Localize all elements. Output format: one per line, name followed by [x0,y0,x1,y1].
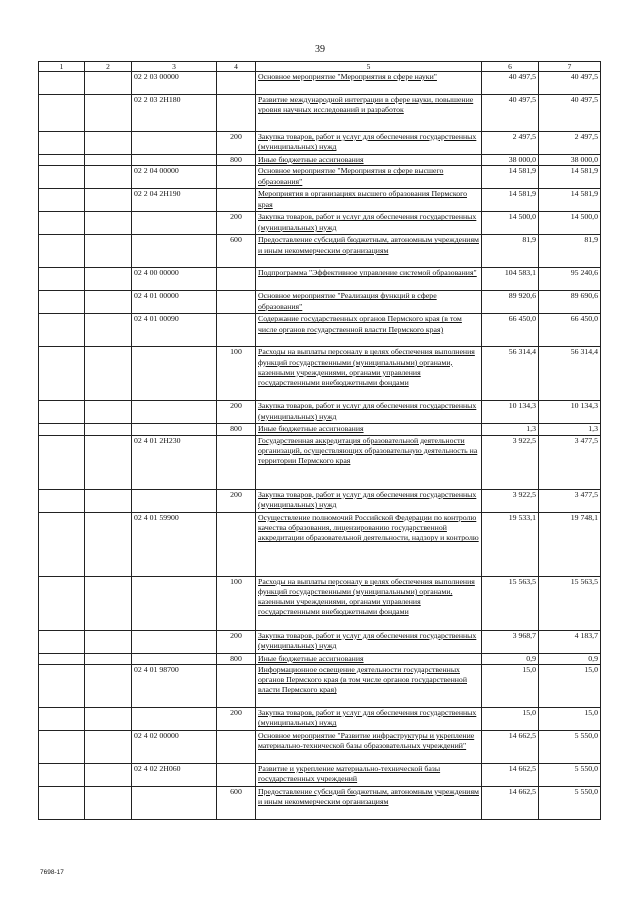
description-cell: Развитие международной интеграции в сфере науки, повышение уровня научных исследований и разработок [256,95,482,132]
table-row [39,291,601,314]
col2-cell [85,291,132,314]
col2-cell [85,576,132,630]
description-cell: Иные бюджетные ассигнования [256,155,482,166]
budget-code-cell [132,235,217,268]
amount-col6-cell: 0,9 [482,653,539,664]
table-row [39,424,601,435]
col2-cell [85,347,132,401]
budget-code-cell: 02 4 01 2Н230 [132,435,217,489]
amount-col6-cell: 14 662,5 [482,730,539,763]
description-cell: Информационное освещение деятельности государственных органов Пермского края (в том числе органов государственной власти Пермского края) [256,664,482,707]
col1-cell [39,235,85,268]
table-row [39,132,601,155]
amount-col7-cell: 95 240,6 [539,268,601,291]
table-row [39,512,601,576]
table-row [39,347,601,401]
expense-type-cell [217,72,256,95]
amount-col6-cell: 66 450,0 [482,314,539,347]
budget-code-cell [132,401,217,424]
table-row [39,401,601,424]
col1-cell [39,730,85,763]
table-row [39,189,601,212]
expense-type-cell [217,166,256,189]
col1-cell [39,424,85,435]
table-body [39,72,601,820]
budget-code-cell: 02 2 04 2Н190 [132,189,217,212]
table-row [39,763,601,786]
col2-cell [85,212,132,235]
col1-cell [39,314,85,347]
table-row [39,576,601,630]
budget-code-cell: 02 4 01 59900 [132,512,217,576]
col1-cell [39,95,85,132]
description-cell: Закупка товаров, работ и услуг для обеспечения государственных (муниципальных) нужд [256,132,482,155]
table-row [39,235,601,268]
amount-col6-cell: 89 920,6 [482,291,539,314]
col1-cell [39,664,85,707]
amount-col6-cell: 15,0 [482,707,539,730]
col2-cell [85,166,132,189]
amount-col7-cell: 66 450,0 [539,314,601,347]
table-row [39,155,601,166]
column-header: 4 [217,62,256,72]
amount-col7-cell: 5 550,0 [539,763,601,786]
expense-type-cell: 600 [217,786,256,819]
document-code: 7698-17 [40,869,64,876]
amount-col7-cell: 40 497,5 [539,72,601,95]
description-cell: Иные бюджетные ассигнования [256,653,482,664]
amount-col7-cell: 14 500,0 [539,212,601,235]
expense-type-cell: 200 [217,707,256,730]
budget-code-cell: 02 4 01 98700 [132,664,217,707]
col2-cell [85,268,132,291]
amount-col7-cell: 5 550,0 [539,786,601,819]
col2-cell [85,630,132,653]
column-header: 7 [539,62,601,72]
col2-cell [85,664,132,707]
col2-cell [85,189,132,212]
description-cell: Предоставление субсидий бюджетным, автономным учреждениям и иным некоммерческим организациям [256,786,482,819]
description-cell: Расходы на выплаты персоналу в целях обеспечения выполнения функций государственными (муниципальными) органами, казенными учреждениями, органами управления государственными внебюджетными фондами [256,347,482,401]
col1-cell [39,630,85,653]
amount-col6-cell: 3 968,7 [482,630,539,653]
expense-type-cell: 800 [217,653,256,664]
amount-col7-cell: 3 477,5 [539,489,601,512]
col1-cell [39,401,85,424]
amount-col6-cell: 14 581,9 [482,189,539,212]
column-header: 2 [85,62,132,72]
col2-cell [85,786,132,819]
amount-col6-cell: 14 662,5 [482,786,539,819]
col2-cell [85,95,132,132]
amount-col6-cell: 104 583,1 [482,268,539,291]
amount-col6-cell: 14 581,9 [482,166,539,189]
col1-cell [39,132,85,155]
budget-code-cell: 02 4 02 00000 [132,730,217,763]
expense-type-cell: 600 [217,235,256,268]
col2-cell [85,235,132,268]
amount-col6-cell: 10 134,3 [482,401,539,424]
amount-col7-cell: 5 550,0 [539,730,601,763]
col2-cell [85,424,132,435]
description-cell: Основное мероприятие "Развитие инфраструктуры и укрепление материально-технической базы образовательных учреждений" [256,730,482,763]
amount-col7-cell: 1,3 [539,424,601,435]
budget-code-cell [132,132,217,155]
amount-col6-cell: 81,9 [482,235,539,268]
table-row [39,630,601,653]
budget-code-cell: 02 4 01 00000 [132,291,217,314]
description-cell: Основное мероприятие "Мероприятия в сфере науки" [256,72,482,95]
expense-type-cell [217,435,256,489]
table-row [39,730,601,763]
col1-cell [39,347,85,401]
description-cell: Основное мероприятие "Мероприятия в сфере высшего образования" [256,166,482,189]
amount-col7-cell: 40 497,5 [539,95,601,132]
col2-cell [85,763,132,786]
table-row [39,664,601,707]
amount-col7-cell: 0,9 [539,653,601,664]
amount-col7-cell: 19 748,1 [539,512,601,576]
expense-type-cell: 200 [217,630,256,653]
amount-col6-cell: 40 497,5 [482,95,539,132]
amount-col6-cell: 56 314,4 [482,347,539,401]
table-row [39,95,601,132]
budget-code-cell: 02 4 01 00090 [132,314,217,347]
description-cell: Подпрограмма "Эффективное управление системой образования" [256,268,482,291]
amount-col6-cell: 40 497,5 [482,72,539,95]
col2-cell [85,435,132,489]
table-row [39,435,601,489]
expense-type-cell [217,730,256,763]
page-number: 39 [315,44,325,55]
description-cell: Основное мероприятие "Реализация функций в сфере образования" [256,291,482,314]
description-cell: Государственная аккредитация образовательной деятельности организаций, осуществляющих образовательную деятельность на территории Пермского края [256,435,482,489]
col1-cell [39,763,85,786]
expense-type-cell [217,512,256,576]
col1-cell [39,576,85,630]
expense-type-cell [217,95,256,132]
column-header: 6 [482,62,539,72]
description-cell: Закупка товаров, работ и услуг для обеспечения государственных (муниципальных) нужд [256,707,482,730]
column-header: 3 [132,62,217,72]
col2-cell [85,489,132,512]
amount-col7-cell: 56 314,4 [539,347,601,401]
budget-code-cell [132,786,217,819]
col1-cell [39,155,85,166]
description-cell: Закупка товаров, работ и услуг для обеспечения государственных (муниципальных) нужд [256,489,482,512]
table-row [39,653,601,664]
amount-col7-cell: 14 581,9 [539,166,601,189]
budget-code-cell [132,576,217,630]
description-cell: Закупка товаров, работ и услуг для обеспечения государственных (муниципальных) нужд [256,212,482,235]
col1-cell [39,72,85,95]
expense-type-cell [217,763,256,786]
amount-col7-cell: 2 497,5 [539,132,601,155]
col1-cell [39,707,85,730]
table-header-row [39,62,601,72]
budget-code-cell: 02 2 03 00000 [132,72,217,95]
description-cell: Развитие и укрепление материально-технической базы государственных учреждений [256,763,482,786]
expense-type-cell: 800 [217,155,256,166]
table-row [39,314,601,347]
budget-code-cell: 02 4 02 2Н060 [132,763,217,786]
expense-type-cell: 200 [217,132,256,155]
col2-cell [85,314,132,347]
table-row [39,166,601,189]
col1-cell [39,435,85,489]
budget-code-cell: 02 2 03 2Н180 [132,95,217,132]
col1-cell [39,268,85,291]
table-row [39,212,601,235]
amount-col7-cell: 81,9 [539,235,601,268]
col2-cell [85,512,132,576]
column-header: 1 [39,62,85,72]
budget-code-cell: 02 2 04 00000 [132,166,217,189]
budget-code-cell [132,630,217,653]
expense-type-cell: 200 [217,489,256,512]
table-row [39,489,601,512]
description-cell: Расходы на выплаты персоналу в целях обеспечения выполнения функций государственными (муниципальными) органами, казенными учреждениями, органами управления государственными внебюджетными фондами [256,576,482,630]
column-header: 5 [256,62,482,72]
description-cell: Закупка товаров, работ и услуг для обеспечения государственных (муниципальных) нужд [256,401,482,424]
amount-col7-cell: 15,0 [539,664,601,707]
amount-col6-cell: 15,0 [482,664,539,707]
table-row [39,72,601,95]
col1-cell [39,189,85,212]
expense-type-cell: 200 [217,401,256,424]
budget-code-cell [132,653,217,664]
col1-cell [39,291,85,314]
col2-cell [85,401,132,424]
amount-col6-cell: 19 533,1 [482,512,539,576]
col1-cell [39,512,85,576]
col2-cell [85,653,132,664]
budget-table [38,61,601,820]
col2-cell [85,730,132,763]
description-cell: Предоставление субсидий бюджетным, автономным учреждениям и иным некоммерческим организациям [256,235,482,268]
col1-cell [39,786,85,819]
amount-col7-cell: 3 477,5 [539,435,601,489]
table-row [39,707,601,730]
expense-type-cell [217,314,256,347]
col2-cell [85,155,132,166]
description-cell: Осуществление полномочий Российской Федерации по контролю качества образования, лицензированию государственной аккредитации образовательной деятельности, надзору и контролю [256,512,482,576]
col2-cell [85,707,132,730]
expense-type-cell: 100 [217,347,256,401]
expense-type-cell [217,189,256,212]
amount-col7-cell: 10 134,3 [539,401,601,424]
col1-cell [39,653,85,664]
budget-code-cell [132,489,217,512]
amount-col6-cell: 14 500,0 [482,212,539,235]
expense-type-cell: 800 [217,424,256,435]
description-cell: Содержание государственных органов Пермского края (в том числе органов государственной власти Пермского края) [256,314,482,347]
budget-code-cell: 02 4 00 00000 [132,268,217,291]
description-cell: Закупка товаров, работ и услуг для обеспечения государственных (муниципальных) нужд [256,630,482,653]
expense-type-cell [217,291,256,314]
amount-col6-cell: 3 922,5 [482,489,539,512]
amount-col6-cell: 15 563,5 [482,576,539,630]
amount-col6-cell: 1,3 [482,424,539,435]
description-cell: Иные бюджетные ассигнования [256,424,482,435]
amount-col6-cell: 14 662,5 [482,763,539,786]
col2-cell [85,72,132,95]
amount-col7-cell: 89 690,6 [539,291,601,314]
amount-col7-cell: 15 563,5 [539,576,601,630]
expense-type-cell [217,664,256,707]
col1-cell [39,212,85,235]
col1-cell [39,166,85,189]
budget-code-cell [132,212,217,235]
amount-col7-cell: 4 183,7 [539,630,601,653]
expense-type-cell: 200 [217,212,256,235]
col2-cell [85,132,132,155]
table-row [39,268,601,291]
amount-col6-cell: 38 000,0 [482,155,539,166]
table-row [39,786,601,819]
amount-col7-cell: 14 581,9 [539,189,601,212]
budget-code-cell [132,424,217,435]
budget-code-cell [132,707,217,730]
description-cell: Мероприятия в организациях высшего образования Пермского края [256,189,482,212]
budget-code-cell [132,155,217,166]
amount-col6-cell: 2 497,5 [482,132,539,155]
amount-col7-cell: 15,0 [539,707,601,730]
col1-cell [39,489,85,512]
expense-type-cell: 100 [217,576,256,630]
amount-col6-cell: 3 922,5 [482,435,539,489]
budget-code-cell [132,347,217,401]
expense-type-cell [217,268,256,291]
amount-col7-cell: 38 000,0 [539,155,601,166]
